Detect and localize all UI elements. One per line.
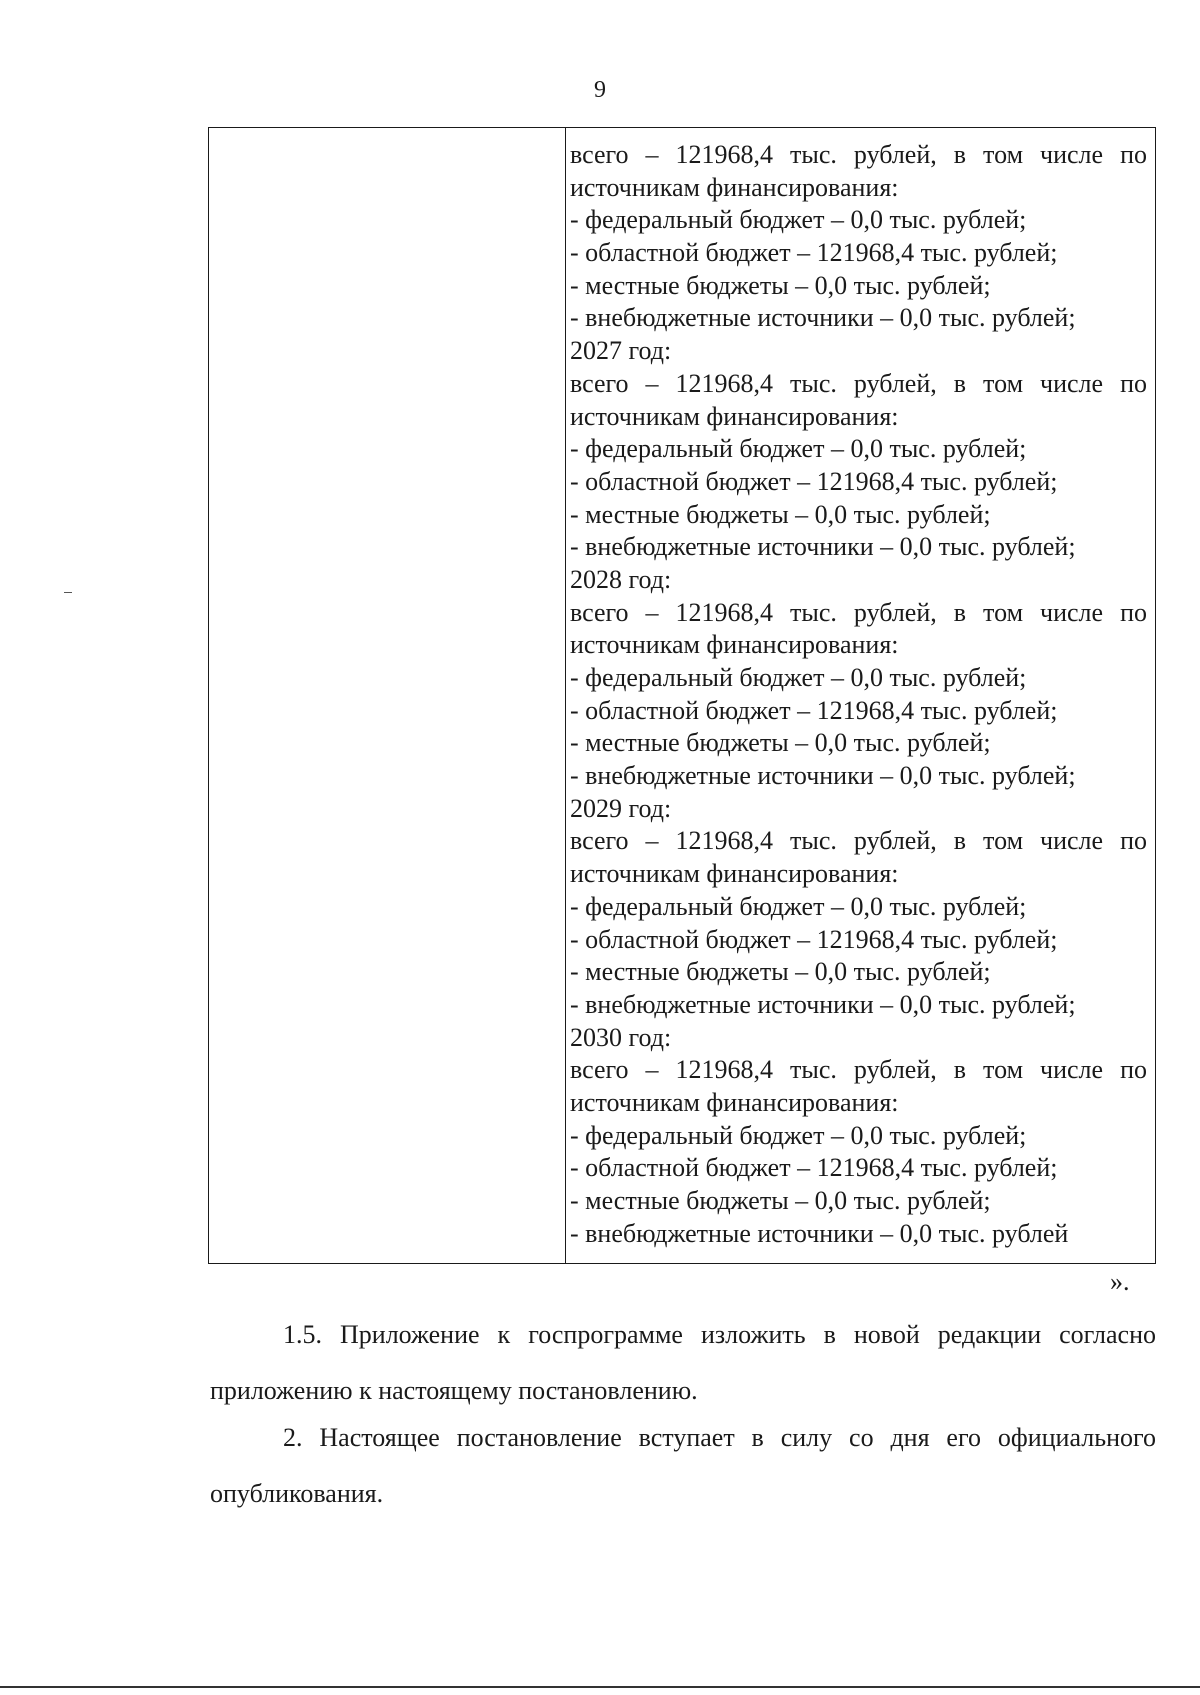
- table-line: всего – 121968,4 тыс. рублей, в том числе по: [570, 368, 1147, 398]
- table-line: - областной бюджет – 121968,4 тыс. рублей;: [570, 1153, 1058, 1183]
- table-line: источникам финансирования:: [570, 859, 899, 889]
- table-line: - внебюджетные источники – 0,0 тыс. рублей;: [570, 989, 1076, 1019]
- table-line: - федеральный бюджет – 0,0 тыс. рублей;: [570, 891, 1027, 921]
- table-line: - местные бюджеты – 0,0 тыс. рублей;: [570, 1186, 991, 1215]
- table-line: - федеральный бюджет – 0,0 тыс. рублей;: [570, 663, 1027, 692]
- table-line: всего – 121968,4 тыс. рублей, в том числе по: [570, 140, 1147, 169]
- table-line: источникам финансирования:: [570, 630, 899, 660]
- table-line: - областной бюджет – 121968,4 тыс. рублей;: [570, 238, 1058, 268]
- table-line: - внебюджетные источники – 0,0 тыс. рублей;: [570, 761, 1076, 791]
- table-line: всего – 121968,4 тыс. рублей, в том числе по: [570, 1055, 1147, 1085]
- table-right-cell: [566, 128, 1155, 1263]
- table-line: - федеральный бюджет – 0,0 тыс. рублей;: [570, 1120, 1027, 1150]
- table-line: 2029 год:: [570, 793, 672, 823]
- table-line: - областной бюджет – 121968,4 тыс. рублей;: [570, 466, 1058, 496]
- paragraph-2: [210, 1410, 1156, 1522]
- paragraph-1-5: [210, 1307, 1156, 1419]
- table-line: - местные бюджеты – 0,0 тыс. рублей;: [570, 957, 991, 987]
- table-line: - областной бюджет – 121968,4 тыс. рублей;: [570, 924, 1058, 954]
- table-line: - федеральный бюджет – 0,0 тыс. рублей;: [570, 205, 1027, 235]
- page-number: 9: [594, 77, 606, 103]
- table-line: - областной бюджет – 121968,4 тыс. рублей;: [570, 695, 1058, 725]
- table-line: всего – 121968,4 тыс. рублей, в том числе по: [570, 826, 1147, 856]
- paragraph-first-line: 1.5. Приложение к госпрограмме изложить в новой редакции согласно: [283, 1320, 1156, 1349]
- table-line: - федеральный бюджет – 0,0 тыс. рублей;: [570, 434, 1027, 464]
- table-line: 2028 год:: [570, 564, 672, 594]
- table-line: источникам финансирования:: [570, 1087, 899, 1117]
- paragraph-rest-line: приложению к настоящему постановлению.: [210, 1376, 698, 1405]
- table-line: - внебюджетные источники – 0,0 тыс. рублей;: [570, 303, 1076, 333]
- paragraph-first-line: 2. Настоящее постановление вступает в силу со дня его официального: [283, 1423, 1156, 1452]
- funding-table: [208, 127, 1156, 1264]
- table-line: - местные бюджеты – 0,0 тыс. рублей;: [570, 270, 991, 300]
- table-line: 2027 год:: [570, 336, 672, 366]
- margin-mark: [64, 592, 72, 593]
- table-line: всего – 121968,4 тыс. рублей, в том числе по: [570, 597, 1147, 627]
- paragraph-rest-line: опубликования.: [210, 1479, 384, 1508]
- table-line: источникам финансирования:: [570, 172, 899, 202]
- table-line: - внебюджетные источники – 0,0 тыс. рублей;: [570, 532, 1076, 562]
- table-line: - внебюджетные источники – 0,0 тыс. рублей: [570, 1218, 1069, 1248]
- closing-quote: ».: [1110, 1267, 1130, 1296]
- bottom-rule: [0, 1686, 1200, 1688]
- table-line: источникам финансирования:: [570, 401, 899, 431]
- table-line: - местные бюджеты – 0,0 тыс. рублей;: [570, 499, 991, 529]
- table-line: - местные бюджеты – 0,0 тыс. рублей;: [570, 728, 991, 758]
- table-line: 2030 год:: [570, 1022, 672, 1052]
- table-left-cell: [209, 128, 566, 1263]
